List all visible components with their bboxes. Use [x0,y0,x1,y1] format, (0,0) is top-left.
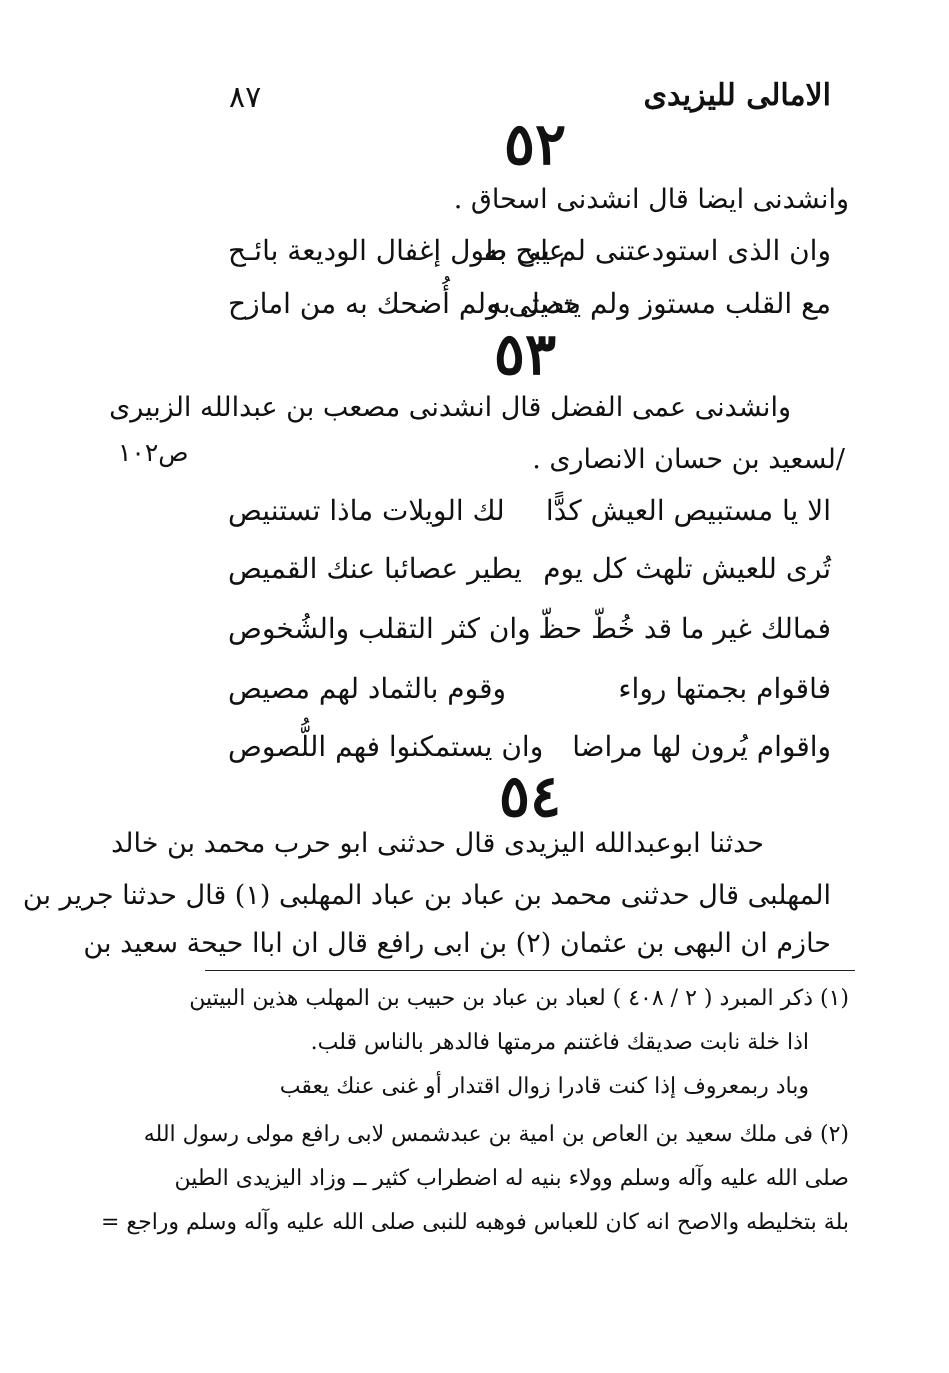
verse-hemistich-left: وان يستمكنوا فهم اللُّصوص [228,730,544,763]
footnote-divider [205,970,855,971]
verse-hemistich-right: فمالك غير ما قد خُطّ حظّ [538,612,831,645]
verse-hemistich-left: لك الويلات ماذا تستنيص [228,494,505,527]
footnote-line: صلى الله عليه وآله وسلم وولاء بنيه له اضطراب كثير ــ وزاد اليزيدى الطين [174,1166,849,1191]
paragraph-line: حازم ان البهى بن عثمان (٢) بن ابى رافع قال ان اباا حيحة سعيد بن [83,928,831,959]
verse-hemistich-right: تُرى للعيش تلهث كل يوم [543,552,831,585]
section-number: ٥٣ [493,320,557,388]
verse-hemistich-left: على طول إغفال الوديعة بائـح [228,234,566,267]
verse-hemistich-left: وقوم بالثماد لهم مصيص [228,672,507,705]
footnote-line: (١) ذكر المبرد ( ٢ / ٤٠٨ ) لعباد بن عباد بن حبيب بن المهلب هذين البيتين [189,986,849,1011]
footnote-verse: وباد ربمعروف إذا كنت قادرا زوال اقتدار أو غنى عنك يعقب [279,1074,809,1099]
verse-hemistich-right: مع القلب مستوز ولم يتصل به [487,287,831,320]
margin-page-reference: ص١٠٢ [118,438,189,467]
section-intro: وانشدنى عمى الفضل قال انشدنى مصعب بن عبدالله الزبيرى [109,392,791,423]
section-number: ٥٢ [503,110,567,178]
verse-hemistich-right: واقوام يُرون لها مراضا [572,730,831,763]
verse-hemistich-right: وان الذى استودعتنى لم يبح به [483,234,831,267]
footnote-verse: اذا خلة نابت صديقك فاغتنم مرمتها فالدهر بالناس قلب. [310,1030,809,1055]
section-intro: وانشدنى ايضا قال انشدنى اسحاق . [453,184,849,215]
paragraph-line: حدثنا ابوعبدالله اليزيدى قال حدثنى ابو حرب محمد بن خالد [111,828,764,859]
footnote-line: بلة بتخليطه والاصح انه كان للعباس فوهبه للنبى صلى الله عليه وآله وسلم وراجع = [100,1210,849,1235]
section-intro-continued: /لسعيد بن حسان الانصارى . [532,444,845,475]
page-number: ٨٧ [229,80,262,115]
section-number: ٥٤ [498,762,562,830]
running-title: الامالى لليزيدى [643,78,831,113]
verse-hemistich-right: فاقوام بجمتها رواء [618,672,831,705]
verse-hemistich-left: يطير عصائبا عنك القميص [228,552,522,585]
footnote-line: (٢) فى ملك سعيد بن العاص بن امية بن عبدشمس لابى رافع مولى رسول الله [143,1122,849,1147]
verse-hemistich-left: حديثى ولم أُضحك به من امازح [228,287,581,320]
paragraph-line: المهلبى قال حدثنى محمد بن عباد بن عباد المهلبى (١) قال حدثنا جرير بن [22,880,831,911]
verse-hemistich-right: الا يا مستبيص العيش كدًّا [545,494,831,527]
verse-hemistich-left: وان كثر التقلب والشُخوص [228,612,531,645]
